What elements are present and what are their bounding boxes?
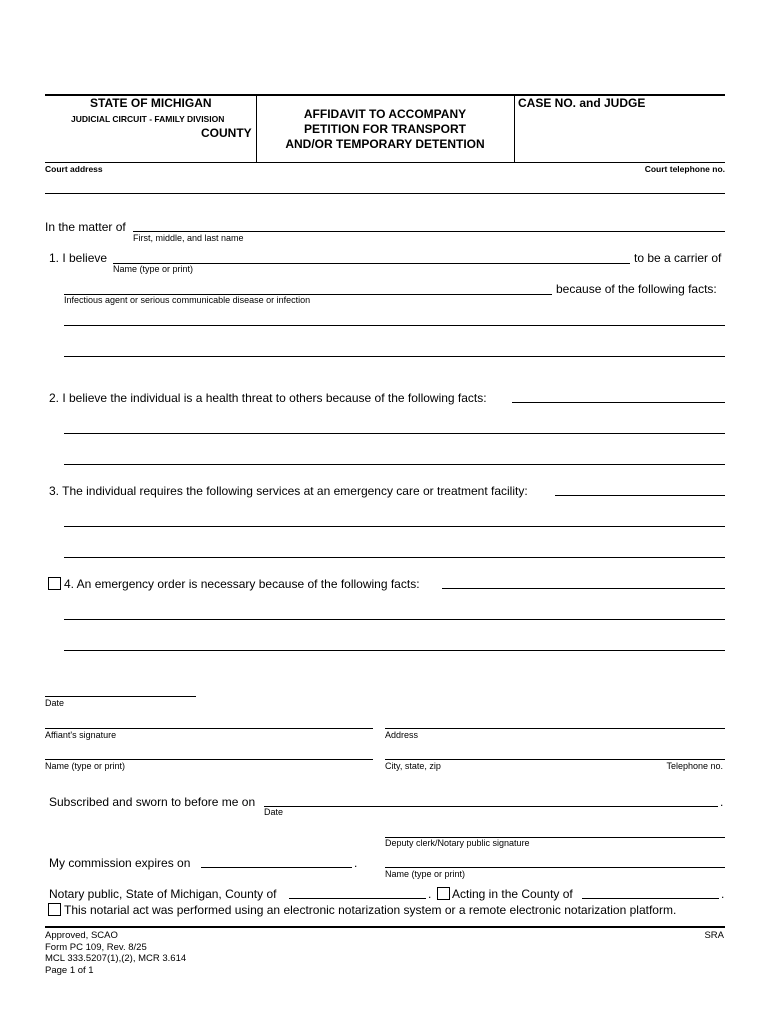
electronic-notarization-checkbox[interactable] — [48, 903, 61, 916]
because-text: because of the following facts: — [556, 282, 717, 296]
court-address-field[interactable] — [45, 193, 725, 194]
item-1-label: 1. I believe — [49, 251, 108, 265]
commission-label: My commission expires on — [49, 856, 191, 870]
form-title-line-2: PETITION FOR TRANSPORT — [304, 122, 466, 136]
city-state-zip-caption: City, state, zip — [385, 761, 441, 771]
header-bottom-rule — [45, 162, 725, 163]
commission-period: . — [354, 856, 358, 870]
affiant-name-caption: Name (type or print) — [45, 761, 126, 771]
county-label: COUNTY — [201, 126, 252, 140]
acting-county-label: Acting in the County of — [452, 887, 573, 901]
circuit-label: JUDICIAL CIRCUIT - FAMILY DIVISION — [71, 114, 225, 124]
item-2-facts-line-1[interactable] — [64, 433, 725, 434]
affiant-name-field[interactable] — [45, 759, 373, 760]
address-field[interactable] — [385, 728, 725, 729]
footer-statute: MCL 333.5207(1),(2), MCR 3.614 — [45, 953, 187, 964]
notary-public-label: Notary public, State of Michigan, County of — [49, 887, 277, 901]
commission-date-field[interactable] — [201, 867, 352, 868]
footer-info — [45, 930, 186, 976]
affiant-signature-caption: Affiant's signature — [45, 730, 117, 740]
item-3-services-line-0[interactable] — [555, 495, 725, 496]
footer-form-number: Form PC 109, Rev. 8/25 — [45, 941, 147, 953]
item-3-services-line-2[interactable] — [64, 557, 725, 558]
court-address-label: Court address — [45, 164, 103, 174]
date-field[interactable] — [45, 696, 196, 697]
form-title-line-3: AND/OR TEMPORARY DETENTION — [285, 137, 485, 151]
carrier-of-text: to be a carrier of — [634, 251, 722, 265]
item-4-label: 4. An emergency order is necessary because of the following facts: — [64, 577, 420, 591]
deputy-signature-caption: Deputy clerk/Notary public signature — [385, 838, 530, 848]
item-3-label: 3. The individual requires the following services at an emergency care or treatment facility: — [49, 484, 528, 498]
item-1-facts-line-2[interactable] — [64, 356, 725, 357]
item-2-label: 2. I believe the individual is a health threat to others because of the following facts: — [49, 391, 487, 405]
footer-sra: SRA — [704, 930, 724, 941]
footer-rule — [45, 926, 725, 928]
affiant-signature-field[interactable] — [45, 728, 373, 729]
acting-county-checkbox[interactable] — [437, 887, 450, 900]
form-title — [256, 107, 514, 152]
item-4-facts-line-1[interactable] — [64, 619, 725, 620]
subscribed-label: Subscribed and sworn to before me on — [49, 795, 256, 809]
item-2-facts-line-0[interactable] — [512, 402, 725, 403]
item-4-checkbox[interactable] — [48, 577, 61, 590]
item-4-facts-line-0[interactable] — [442, 588, 725, 589]
notary-county-field[interactable] — [289, 898, 426, 899]
case-number-label: CASE NO. and JUDGE — [518, 96, 646, 110]
matter-name-caption: First, middle, and last name — [133, 233, 244, 243]
carrier-name-caption: Name (type or print) — [113, 264, 194, 274]
item-4-facts-line-2[interactable] — [64, 650, 725, 651]
state-name: STATE OF MICHIGAN — [90, 96, 212, 110]
matter-label: In the matter of — [45, 220, 126, 234]
city-state-zip-field[interactable] — [385, 759, 725, 760]
address-caption: Address — [385, 730, 419, 740]
telephone-caption: Telephone no. — [666, 761, 723, 771]
footer-page-number: Page 1 of 1 — [45, 964, 94, 976]
footer-approved: Approved, SCAO — [45, 930, 118, 941]
acting-county-period: . — [721, 887, 725, 901]
acting-county-field[interactable] — [582, 898, 719, 899]
subscribed-date-field[interactable] — [264, 806, 718, 807]
form-title-line-1: AFFIDAVIT TO ACCOMPANY — [303, 107, 467, 121]
subscribed-date-caption: Date — [264, 807, 284, 817]
notary-name-field[interactable] — [385, 867, 725, 868]
date-caption: Date — [45, 698, 65, 708]
matter-name-field[interactable] — [133, 231, 725, 232]
item-2-facts-line-2[interactable] — [64, 464, 725, 465]
court-telephone-label: Court telephone no. — [644, 164, 725, 174]
item-1-facts-line-1[interactable] — [64, 325, 725, 326]
electronic-notarization-label: This notarial act was performed using an electronic notarization system or a remote electronic notarization platform. — [64, 903, 677, 917]
item-3-services-line-1[interactable] — [64, 526, 725, 527]
header-divider-2 — [514, 95, 515, 163]
subscribed-period: . — [720, 795, 724, 809]
notary-county-period: . — [428, 887, 432, 901]
infectious-agent-caption: Infectious agent or serious communicable disease or infection — [64, 295, 311, 305]
notary-name-caption: Name (type or print) — [385, 869, 466, 879]
